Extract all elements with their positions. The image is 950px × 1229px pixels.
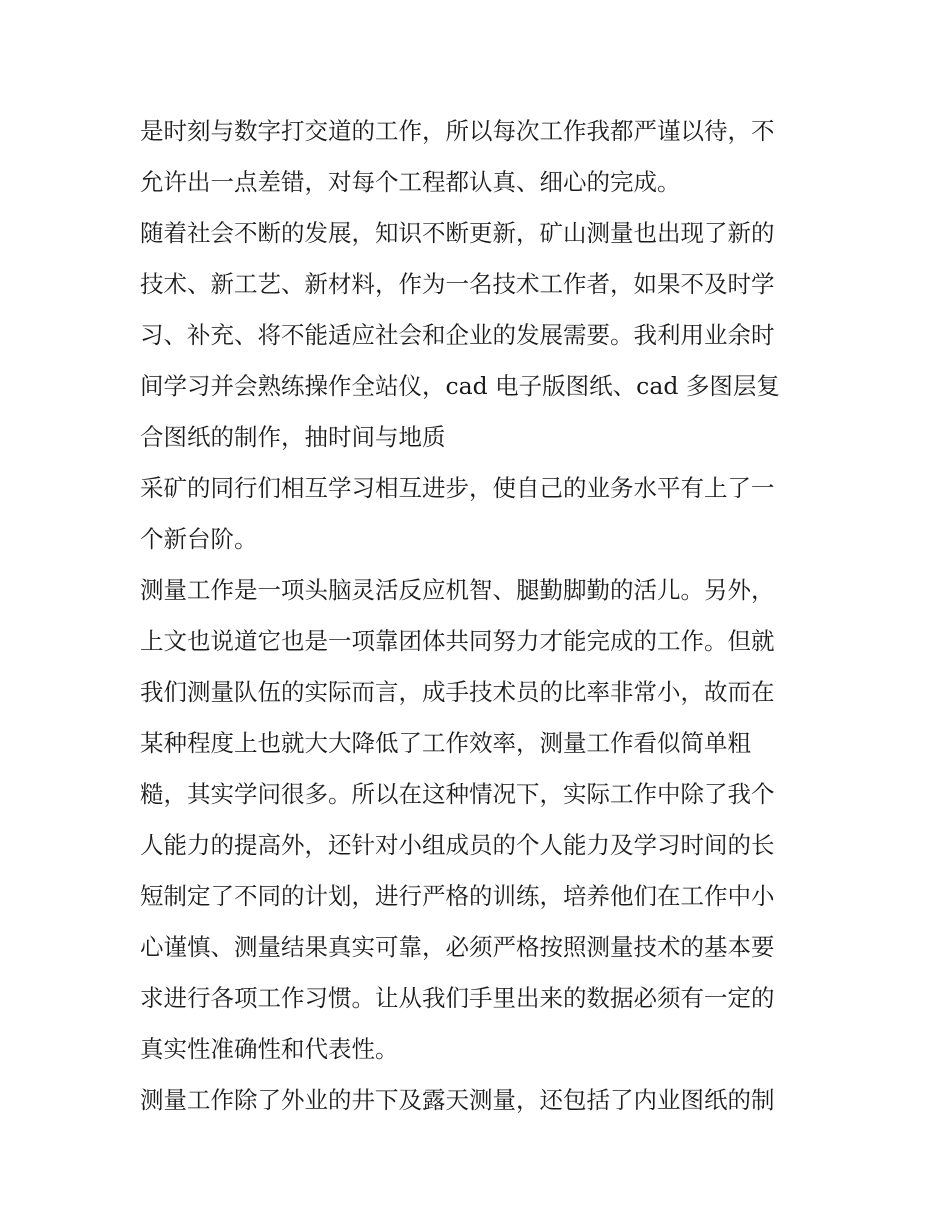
text-line: 技术、新工艺、新材料，作为一名技术工作者，如果不及时学	[140, 270, 775, 298]
text-line: 间学习并会熟练操作全站仪，cad 电子版图纸、cad 多图层复	[140, 372, 780, 400]
text-line: 心谨慎、测量结果真实可靠，必须严格按照测量技术的基本要	[140, 933, 775, 961]
text-line: 我们测量队伍的实际而言，成手技术员的比率非常小，故而在	[140, 678, 775, 706]
text-line: 测量工作除了外业的井下及露天测量，还包括了内业图纸的制	[140, 1086, 775, 1114]
text-line: 真实性准确性和代表性。	[140, 1035, 399, 1063]
text-line: 合图纸的制作，抽时间与地质	[140, 423, 446, 451]
text-line: 人能力的提高外，还针对小组成员的个人能力及学习时间的长	[140, 831, 775, 859]
text-line: 采矿的同行们相互学习相互进步，使自己的业务水平有上了一	[140, 474, 775, 502]
text-line: 是时刻与数字打交道的工作，所以每次工作我都严谨以待，不	[140, 117, 775, 145]
text-line: 某种程度上也就大大降低了工作效率，测量工作看似简单粗	[140, 729, 751, 757]
text-line: 糙，其实学问很多。所以在这种情况下，实际工作中除了我个	[140, 780, 775, 808]
text-line: 习、补充、将不能适应社会和企业的发展需要。我利用业余时	[140, 321, 775, 349]
text-line: 短制定了不同的计划，进行严格的训练，培养他们在工作中小	[140, 882, 775, 910]
text-line: 求进行各项工作习惯。让从我们手里出来的数据必须有一定的	[140, 984, 775, 1012]
body-text	[140, 106, 820, 1126]
text-line: 测量工作是一项头脑灵活反应机智、腿勤脚勤的活儿。另外，	[140, 576, 775, 604]
text-line: 上文也说道它也是一项靠团体共同努力才能完成的工作。但就	[140, 627, 775, 655]
text-line: 个新台阶。	[140, 525, 258, 553]
text-line: 随着社会不断的发展，知识不断更新，矿山测量也出现了新的	[140, 219, 775, 247]
text-line: 允许出一点差错，对每个工程都认真、细心的完成。	[140, 168, 681, 196]
